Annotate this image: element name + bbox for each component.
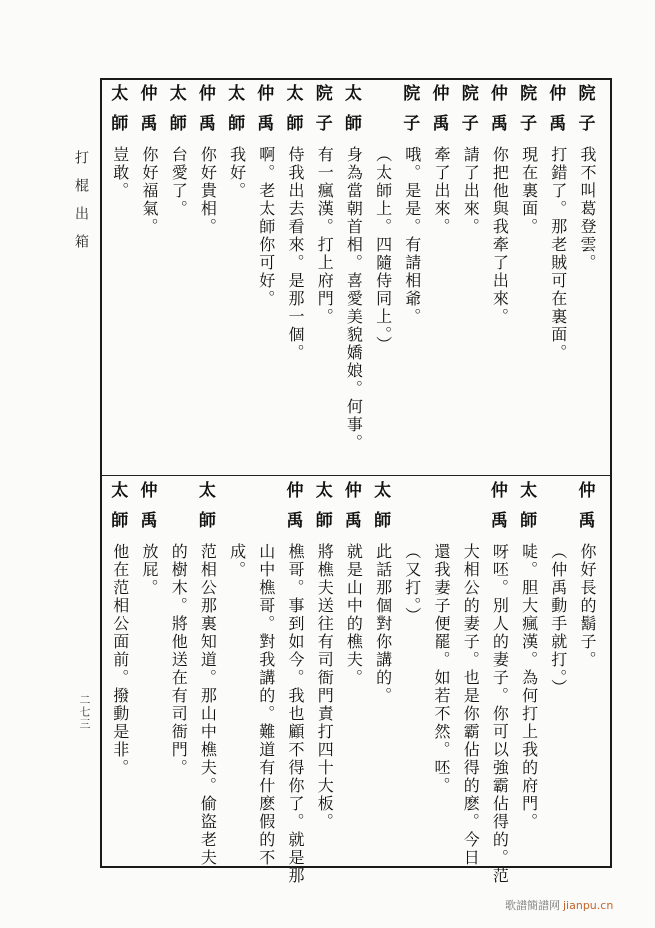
speaker-name: 仲 禹 bbox=[344, 481, 362, 531]
dialogue-text: 我不叫葛登雲。 bbox=[578, 146, 597, 272]
dialogue-column bbox=[342, 86, 364, 452]
dialogue-column bbox=[196, 483, 218, 867]
dialogue-column bbox=[547, 483, 569, 697]
speaker-name: 太 師 bbox=[374, 481, 392, 531]
lower-half bbox=[102, 477, 610, 885]
dialogue-text: 啊。老太師你可好。 bbox=[256, 146, 276, 308]
dialogue-text: 樵哥。事到如今。我也顧不得你了。就是那 bbox=[286, 543, 305, 885]
dialogue-text: 豈敢。 bbox=[110, 146, 130, 200]
dialogue-column bbox=[255, 483, 277, 867]
dialogue-column bbox=[284, 86, 306, 362]
dialogue-text: 你好長的鬍子。 bbox=[578, 543, 597, 669]
page-frame bbox=[100, 78, 612, 885]
dialogue-text: 放屁。 bbox=[140, 543, 159, 597]
dialogue-column bbox=[459, 483, 481, 867]
dialogue-column bbox=[459, 86, 481, 236]
dialogue-column bbox=[401, 483, 423, 625]
dialogue-column bbox=[255, 86, 277, 308]
dialogue-column bbox=[226, 86, 248, 200]
dialogue-text: 身為當朝首相。喜愛美貌嬌娘。何事。 bbox=[344, 146, 364, 452]
speaker-name: 太 師 bbox=[111, 481, 129, 531]
running-title: 打棍出箱 bbox=[73, 150, 89, 262]
dialogue-text: 大相公的妻子。也是你霸佔得的麽。今日 bbox=[461, 543, 481, 867]
dialogue-column bbox=[430, 86, 452, 236]
dialogue-column bbox=[196, 86, 218, 236]
dialogue-column bbox=[109, 483, 131, 777]
dialogue-column bbox=[576, 86, 598, 272]
watermark-text: 歌譜簡譜网 bbox=[505, 899, 560, 912]
watermark-site: jianpu.cn bbox=[563, 899, 614, 912]
dialogue-column bbox=[547, 86, 569, 362]
dialogue-text: （仲禹動手就打。） bbox=[548, 543, 568, 697]
dialogue-column bbox=[488, 86, 510, 326]
dialogue-text: 將樵夫送往有司衙門責打四十大板。 bbox=[315, 543, 335, 831]
speaker-name: 太 師 bbox=[344, 84, 362, 134]
speaker-name: 仲 禹 bbox=[198, 84, 216, 134]
dialogue-column bbox=[576, 483, 598, 669]
dialogue-text: 有一瘋漢。打上府門。 bbox=[315, 146, 335, 326]
speaker-name: 仲 禹 bbox=[490, 84, 508, 134]
speaker-name: 仲 禹 bbox=[140, 481, 158, 531]
dialogue-column bbox=[313, 483, 335, 831]
dialogue-column bbox=[284, 483, 306, 885]
dialogue-column bbox=[430, 483, 452, 795]
dialogue-text: 哦。是是。有請相爺。 bbox=[402, 146, 422, 326]
speaker-name: 太 師 bbox=[520, 481, 538, 531]
speaker-name: 院 子 bbox=[578, 84, 596, 134]
dialogue-text: 唗。胆大瘋漢。為何打上我的府門。 bbox=[519, 543, 539, 831]
dialogue-column bbox=[488, 483, 510, 885]
upper-half bbox=[102, 80, 610, 475]
dialogue-text: 就是山中的樵夫。 bbox=[344, 543, 364, 687]
speaker-name: 仲 禹 bbox=[432, 84, 450, 134]
dialogue-column bbox=[518, 86, 540, 236]
dialogue-text: 我好。 bbox=[227, 146, 247, 200]
dialogue-text: 還我妻子便罷。如若不然。呸。 bbox=[432, 543, 451, 795]
speaker-name: 太 師 bbox=[111, 84, 129, 134]
dialogue-text: 你好貴相。 bbox=[198, 146, 218, 236]
speaker-name: 太 師 bbox=[169, 84, 187, 134]
dialogue-text: 你好福氣。 bbox=[140, 146, 159, 236]
dialogue-text: 他在范相公面前。撥動是非。 bbox=[110, 543, 130, 777]
speaker-name: 太 師 bbox=[198, 481, 216, 531]
dialogue-column bbox=[167, 483, 189, 777]
speaker-name: 院 子 bbox=[315, 84, 333, 134]
dialogue-column bbox=[372, 86, 394, 354]
dialogue-text: 牽了出來。 bbox=[432, 146, 451, 236]
dialogue-text: 現在裏面。 bbox=[519, 146, 539, 236]
dialogue-text: 此話那個對你講的。 bbox=[373, 543, 393, 705]
speaker-name: 仲 禹 bbox=[140, 84, 158, 134]
dialogue-text: （又打。） bbox=[402, 543, 422, 625]
dialogue-text: 打錯了。那老賊可在裏面。 bbox=[548, 146, 568, 362]
speaker-name: 院 子 bbox=[461, 84, 479, 134]
dialogue-text: 成。 bbox=[227, 543, 247, 579]
speaker-name: 太 師 bbox=[315, 481, 333, 531]
dialogue-column bbox=[167, 86, 189, 218]
dialogue-column bbox=[226, 483, 248, 579]
dialogue-column bbox=[109, 86, 131, 200]
dialogue-text: 山中樵哥。對我講的。難道有什麽假的不 bbox=[256, 543, 276, 867]
dialogue-text: 你把他與我牽了出來。 bbox=[490, 146, 510, 326]
watermark bbox=[505, 897, 613, 913]
page-number: 二七三 bbox=[78, 694, 91, 730]
dialogue-column bbox=[313, 86, 335, 326]
speaker-name: 仲 禹 bbox=[286, 481, 304, 531]
speaker-name: 院 子 bbox=[403, 84, 421, 134]
speaker-name: 仲 禹 bbox=[578, 481, 596, 531]
dialogue-column bbox=[518, 483, 540, 831]
dialogue-column bbox=[342, 483, 364, 687]
dialogue-text: 請了出來。 bbox=[461, 146, 481, 236]
speaker-name: 仲 禹 bbox=[549, 84, 567, 134]
dialogue-column bbox=[372, 483, 394, 705]
dialogue-text: 呀呸。別人的妻子。你可以強霸佔得的。范 bbox=[490, 543, 510, 885]
dialogue-column bbox=[401, 86, 423, 326]
dialogue-text: （太師上。四隨侍同上。） bbox=[373, 146, 393, 354]
dialogue-text: 范相公那裏知道。那山中樵夫。偷盜老夫 bbox=[198, 543, 218, 867]
speaker-name: 仲 禹 bbox=[490, 481, 508, 531]
dialogue-text: 的樹木。將他送在有司衙門。 bbox=[169, 543, 189, 777]
half-divider bbox=[102, 475, 610, 476]
dialogue-column bbox=[138, 86, 160, 236]
dialogue-text: 侍我出去看來。是那一個。 bbox=[286, 146, 305, 362]
speaker-name: 太 師 bbox=[286, 84, 304, 134]
speaker-name: 院 子 bbox=[520, 84, 538, 134]
dialogue-column bbox=[138, 483, 160, 597]
speaker-name: 仲 禹 bbox=[257, 84, 275, 134]
dialogue-text: 台愛了。 bbox=[169, 146, 189, 218]
speaker-name: 太 師 bbox=[228, 84, 246, 134]
